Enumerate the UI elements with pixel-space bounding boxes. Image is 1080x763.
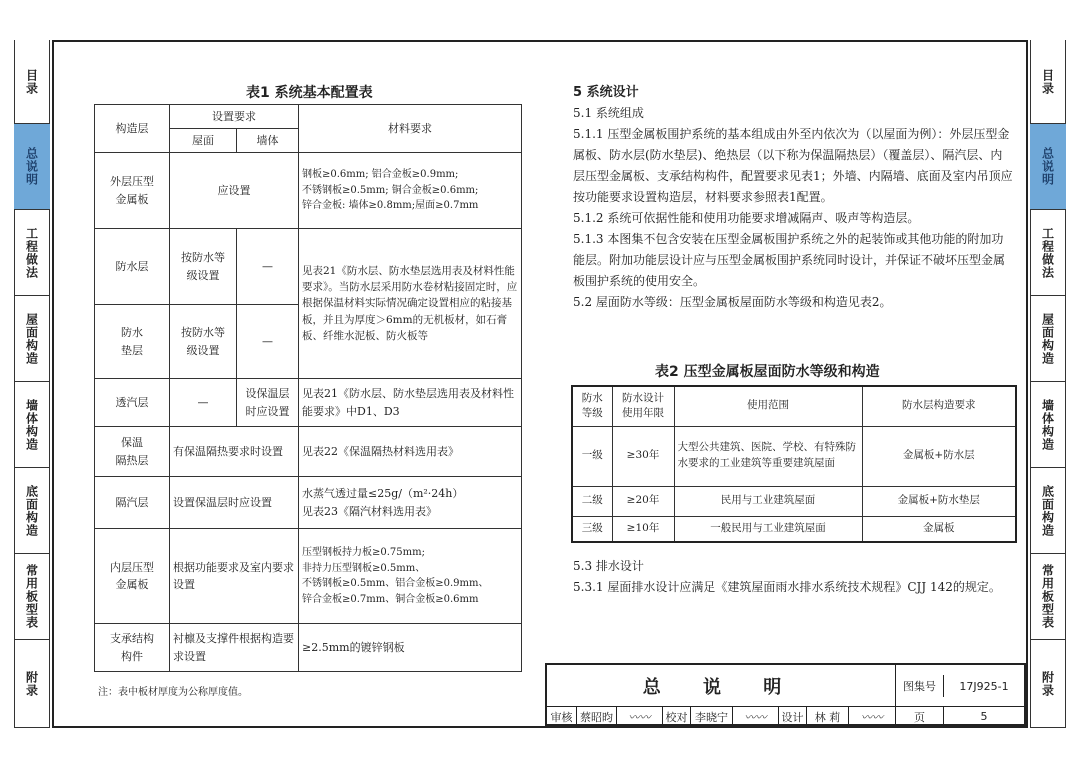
tab-label: 屋面构造 — [24, 312, 39, 365]
table1-cell-roof: 按防水等 级设置 — [170, 229, 237, 305]
section-5-1-3: 5.1.3 本图集不包含安装在压型金属板围护系统之外的起装饰或其他功能的附加功能层。附加功能层设计应与压型金属板围护系统同时设计，并保证不破坏压型金属板围护系统的使用安全。 — [573, 232, 1006, 288]
tab-label: 附录 — [1040, 670, 1055, 697]
tab-label: 墙体构造 — [1040, 398, 1055, 451]
section-5-1-2: 5.1.2 系统可依据性能和使用功能要求增减隔声、吸声等构造层。 — [573, 211, 920, 225]
section-5 — [573, 82, 1013, 313]
table1-cell-layer: 保温 隔热层 — [95, 427, 170, 477]
table1-note: 注：表中板材厚度为公称厚度值。 — [98, 687, 248, 698]
table1-cell-material: 见表21《防水层、防水垫层选用表及材料性能要求》中D1、D3 — [299, 379, 522, 427]
table2-cell-life: ≥20年 — [612, 486, 674, 516]
table1-cell-material: 见表22《保温隔热材料选用表》 — [299, 427, 522, 477]
table2-cell-scope: 民用与工业建筑屋面 — [674, 486, 862, 516]
tab-label: 底面构造 — [24, 484, 39, 537]
right-tab-7[interactable] — [1030, 640, 1066, 728]
left-tab-4[interactable] — [14, 382, 50, 468]
table1-cell-setting: 有保温隔热要求时设置 — [170, 427, 299, 477]
table2-cell-scope: 大型公共建筑、医院、学校、有特殊防水要求的工业建筑等重要建筑屋面 — [674, 426, 862, 486]
tab-label: 总说明 — [1040, 147, 1055, 186]
table1-cell-setting: 衬檩及支撑件根据构造要求设置 — [170, 624, 299, 672]
table2-cell-grade: 三级 — [572, 516, 612, 542]
tab-label: 屋面构造 — [1040, 312, 1055, 365]
section-5-2: 5.2 屋面防水等级：压型金属板屋面防水等级和构造见表2。 — [573, 295, 892, 309]
table1-cell-material: 水蒸气透过量≤25g/（m²·24h） 见表23《隔汽材料选用表》 — [299, 477, 522, 529]
table2-cell-grade: 二级 — [572, 486, 612, 516]
table1-header-wall: 墙体 — [237, 129, 299, 153]
table1-cell-roof: 按防水等 级设置 — [170, 305, 237, 379]
table2-header-life: 防水设计 使用年限 — [612, 386, 674, 426]
tab-label: 附录 — [24, 670, 39, 697]
atlas-number: 17J925-1 — [959, 679, 1009, 693]
table2-cell-grade: 一级 — [572, 426, 612, 486]
left-tab-0[interactable] — [14, 40, 50, 124]
table1-cell-layer: 支承结构 构件 — [95, 624, 170, 672]
right-tab-6[interactable] — [1030, 554, 1066, 640]
tab-label: 总说明 — [24, 147, 39, 186]
checker-name: 李晓宁 — [691, 707, 733, 726]
table2-title: 表2 压型金属板屋面防水等级和构造 — [655, 364, 880, 380]
title-block — [545, 663, 1026, 726]
section-5-3 — [573, 556, 1013, 598]
left-tab-7[interactable] — [14, 640, 50, 728]
review-label: 审核 — [547, 707, 577, 726]
table1-cell-layer: 外层压型 金属板 — [95, 153, 170, 229]
reviewer-name: 蔡昭昀 — [577, 707, 617, 726]
tab-label: 目录 — [1040, 68, 1055, 95]
reviewer-signature: 〰〰 — [617, 707, 663, 726]
table1-cell-wall: — — [237, 305, 299, 379]
right-tab-5[interactable] — [1030, 468, 1066, 554]
table1-cell-roof: — — [170, 379, 237, 427]
section-5-1-1: 5.1.1 压型金属板围护系统的基本组成由外至内依次为（以屋面为例）：外层压型金属板、防水层(防水垫层)、绝热层（以下称为保温隔热层）（覆盖层）、隔汽层、内层压型金属板、支承结构构件，配置要求见表1；外墙、内隔墙、底面及室内吊顶应按功能要求设置构造层，材料要求参照表1配置。 — [573, 127, 1013, 204]
table2-cell-scope: 一般民用与工业建筑屋面 — [674, 516, 862, 542]
right-tab-2[interactable] — [1030, 210, 1066, 296]
right-tab-4[interactable] — [1030, 382, 1066, 468]
left-tab-6[interactable] — [14, 554, 50, 640]
left-tab-2[interactable] — [14, 210, 50, 296]
tab-label: 墙体构造 — [24, 398, 39, 451]
section-5-3-heading: 5.3 排水设计 — [573, 559, 644, 573]
table1-header-roof: 屋面 — [170, 129, 237, 153]
right-tab-0[interactable] — [1030, 40, 1066, 124]
table2-cell-req: 金属板+防水垫层 — [862, 486, 1016, 516]
check-label: 校对 — [663, 707, 691, 726]
table1-title: 表1 系统基本配置表 — [246, 85, 373, 101]
table2 — [571, 385, 1017, 543]
table1 — [94, 104, 522, 672]
tab-label: 工程做法 — [24, 226, 39, 279]
table1-cell-setting: 根据功能要求及室内要求设置 — [170, 529, 299, 624]
right-tab-3[interactable] — [1030, 296, 1066, 382]
table2-header-grade: 防水 等级 — [572, 386, 612, 426]
design-label: 设计 — [779, 707, 807, 726]
table2-header-scope: 使用范围 — [674, 386, 862, 426]
table1-cell-layer: 隔汽层 — [95, 477, 170, 529]
designer-name: 林 莉 — [807, 707, 849, 726]
designer-signature: 〰〰 — [849, 707, 896, 726]
section-5-1: 5.1 系统组成 — [573, 106, 644, 120]
tab-label: 工程做法 — [1040, 226, 1055, 279]
table2-cell-life: ≥30年 — [612, 426, 674, 486]
table2-cell-life: ≥10年 — [612, 516, 674, 542]
side-nav-left — [14, 40, 50, 728]
table1-cell-material: 压型钢板持力板≥0.75mm; 非持力压型钢板≥0.5mm、 不锈钢板≥0.5mm、铝合金板≥0.9mm、 锌合金板≥0.7mm、铜合金板≥0.6mm — [299, 529, 522, 624]
table1-cell-material: 钢板≥0.6mm; 铝合金板≥0.9mm; 不锈钢板≥0.5mm; 铜合金板≥0.6mm; 锌合金板: 墙体≥0.8mm;屋面≥0.7mm — [299, 153, 522, 229]
table2-header-req: 防水层构造要求 — [862, 386, 1016, 426]
table1-header-material: 材料要求 — [299, 105, 522, 153]
left-tab-1[interactable] — [14, 124, 50, 210]
table1-header-layer: 构造层 — [95, 105, 170, 153]
page-label: 页 — [896, 707, 944, 726]
drawing-title: 总 说 明 — [547, 665, 896, 707]
table1-cell-layer: 内层压型 金属板 — [95, 529, 170, 624]
right-tab-1[interactable] — [1030, 124, 1066, 210]
table1-cell-wall: — — [237, 229, 299, 305]
table1-cell-setting: 应设置 — [170, 153, 299, 229]
table1-cell-wall: 设保温层 时应设置 — [237, 379, 299, 427]
table1-cell-layer: 防水 垫层 — [95, 305, 170, 379]
tab-label: 常用板型表 — [1040, 564, 1055, 629]
checker-signature: 〰〰 — [733, 707, 779, 726]
side-nav-right — [1030, 40, 1066, 728]
table2-cell-req: 金属板+防水层 — [862, 426, 1016, 486]
table1-cell-material: 见表21《防水层、防水垫层选用表及材料性能要求》。当防水层采用防水卷材粘接固定时，应根据保温材料实际情况确定设置相应的粘接基板，并且为厚度＞6mm的无机板材，如石膏板、纤维水泥板、防火板等 — [299, 229, 522, 379]
left-tab-5[interactable] — [14, 468, 50, 554]
tab-label: 目录 — [24, 68, 39, 95]
tab-label: 底面构造 — [1040, 484, 1055, 537]
table1-header-setting: 设置要求 — [170, 105, 299, 129]
section-5-3-1: 5.3.1 屋面排水设计应满足《建筑屋面雨水排水系统技术规程》CJJ 142的规定。 — [573, 580, 1001, 594]
tab-label: 常用板型表 — [24, 564, 39, 629]
atlas-number-label: 图集号 — [896, 675, 944, 697]
section-heading: 5 系统设计 — [573, 85, 639, 100]
table1-cell-material: ≥2.5mm的镀锌钢板 — [299, 624, 522, 672]
table2-cell-req: 金属板 — [862, 516, 1016, 542]
table1-cell-setting: 设置保温层时应设置 — [170, 477, 299, 529]
page-number: 5 — [980, 710, 988, 723]
table1-cell-layer: 透汽层 — [95, 379, 170, 427]
table1-cell-layer: 防水层 — [95, 229, 170, 305]
left-tab-3[interactable] — [14, 296, 50, 382]
